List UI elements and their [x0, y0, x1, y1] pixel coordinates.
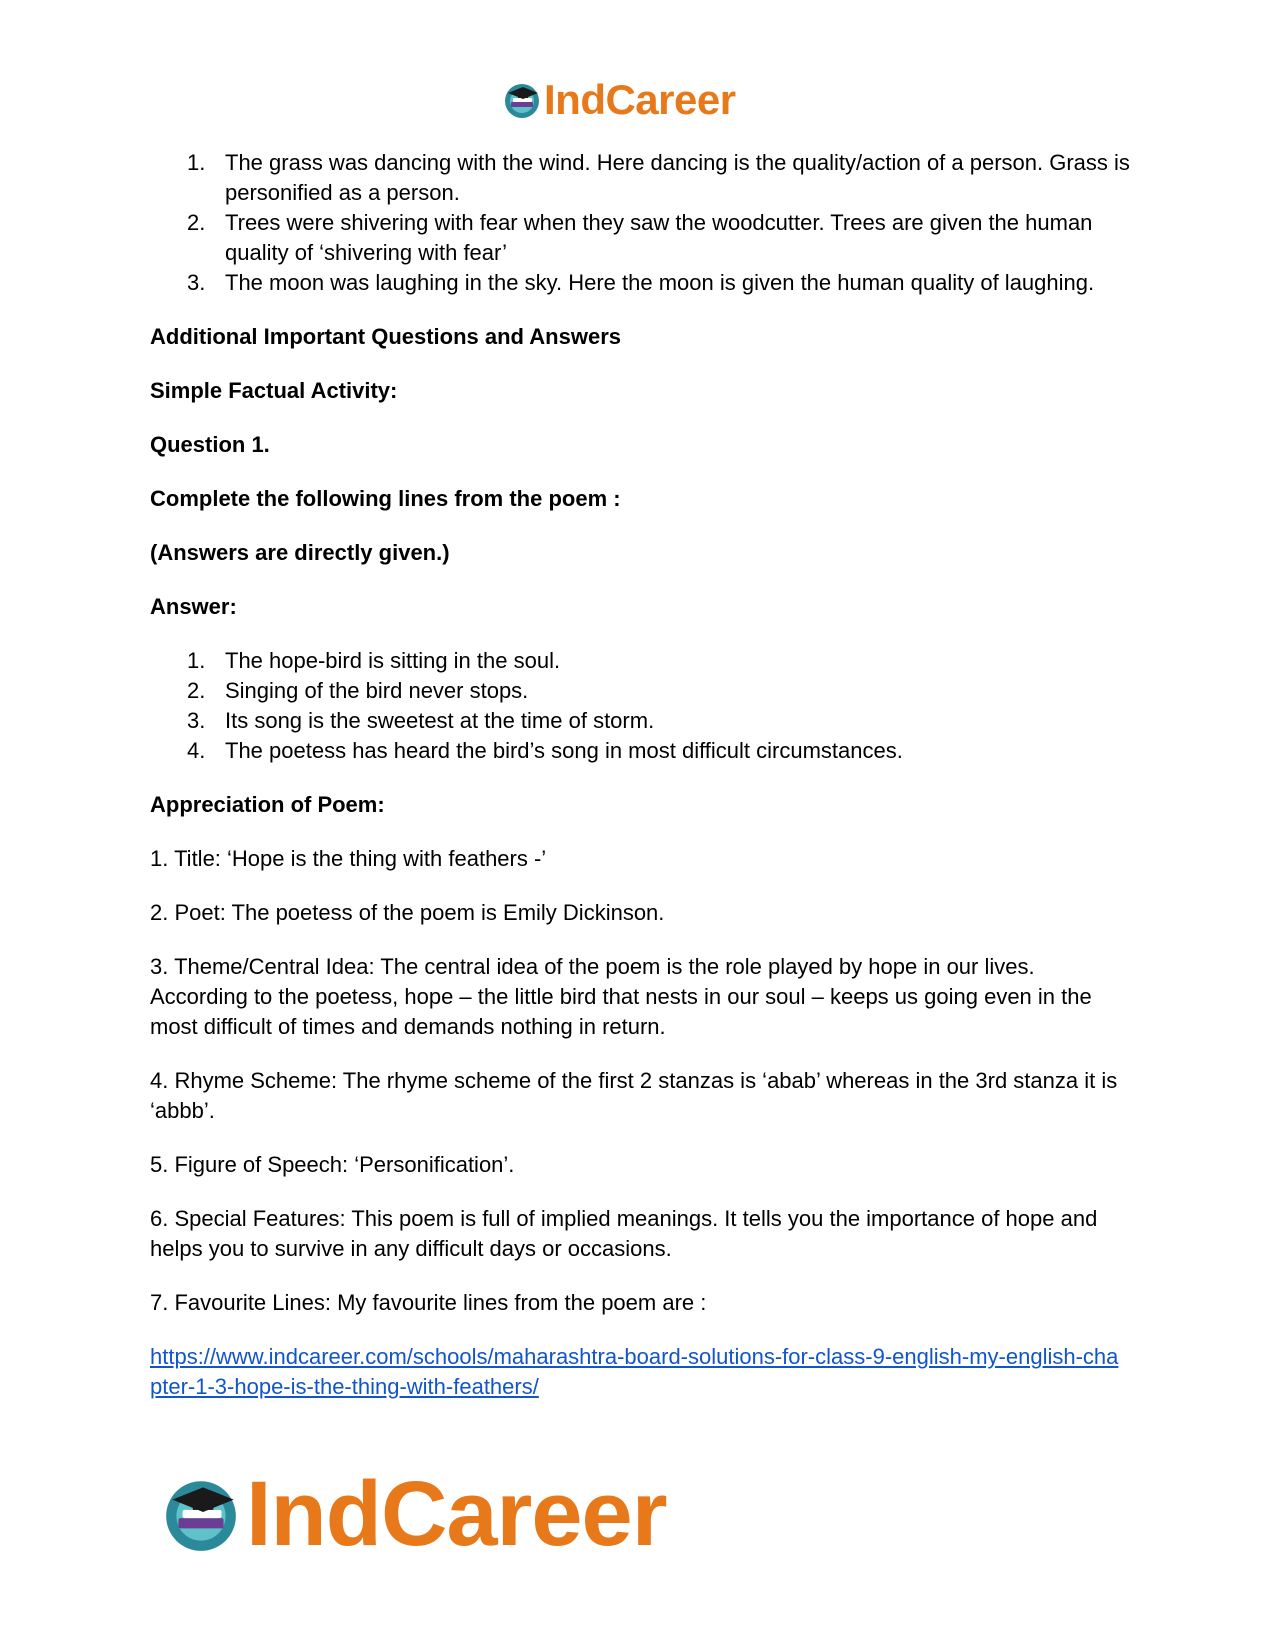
list-item: 2. Singing of the bird never stops. — [187, 678, 529, 703]
heading-appreciation: Appreciation of Poem: — [150, 792, 385, 817]
indcareer-logo-top — [502, 76, 736, 123]
logo-wordmark: IndCareer — [246, 1463, 667, 1565]
indcareer-logo-bottom — [160, 1463, 667, 1565]
logo-wordmark: IndCareer — [544, 76, 736, 123]
heading-question-1: Question 1. — [150, 432, 270, 457]
appreciation-favourite-lines: 7. Favourite Lines: My favourite lines from the poem are : — [150, 1290, 707, 1315]
heading-complete-lines: Complete the following lines from the poem : — [150, 486, 621, 511]
answers-list — [150, 646, 1130, 766]
graduation-book-icon — [160, 1473, 242, 1555]
appreciation-figure-of-speech: 5. Figure of Speech: ‘Personification’. — [150, 1152, 515, 1177]
heading-answers-given: (Answers are directly given.) — [150, 540, 450, 565]
heading-additional-questions: Additional Important Questions and Answers — [150, 324, 622, 349]
list-item: 2. Trees were shivering with fear when they saw the woodcutter. Trees are given the human quality of ‘shivering with fear’ — [187, 210, 1093, 265]
heading-simple-factual: Simple Factual Activity: — [150, 378, 398, 403]
appreciation-special-features: 6. Special Features: This poem is full of implied meanings. It tells you the importance of hope and helps you to survive in any difficult days or occasions. — [150, 1206, 1098, 1261]
graduation-book-icon — [502, 80, 542, 120]
appreciation-rhyme: 4. Rhyme Scheme: The rhyme scheme of the first 2 stanzas is ‘abab’ whereas in the 3rd stanza it is ‘abbb’. — [150, 1068, 1118, 1123]
list-item: 1. The grass was dancing with the wind. Here dancing is the quality/action of a person. Grass is personified as a person. — [187, 150, 1130, 205]
list-item: 4. The poetess has heard the bird’s song in most difficult circumstances. — [187, 738, 903, 763]
appreciation-poet: 2. Poet: The poetess of the poem is Emily Dickinson. — [150, 900, 665, 925]
personification-list — [150, 148, 1130, 298]
source-link[interactable]: https://www.indcareer.com/schools/maharashtra-board-solutions-for-class-9-english-my-english-chapter-1-3-hope-is-the-thing-with-feathers/ — [150, 1344, 1119, 1399]
document-body — [150, 148, 1130, 1402]
heading-answer: Answer: — [150, 594, 237, 619]
appreciation-theme: 3. Theme/Central Idea: The central idea of the poem is the role played by hope in our lives. According to the poetess, hope – the little bird that nests in our soul – keeps us going even in the most difficult of times and demands nothing in return. — [150, 954, 1092, 1039]
list-item: 3. The moon was laughing in the sky. Here the moon is given the human quality of laughing. — [187, 270, 1095, 295]
list-item: 3. Its song is the sweetest at the time of storm. — [187, 708, 655, 733]
list-item: 1. The hope-bird is sitting in the soul. — [187, 648, 561, 673]
appreciation-title: 1. Title: ‘Hope is the thing with feathers -’ — [150, 846, 547, 871]
